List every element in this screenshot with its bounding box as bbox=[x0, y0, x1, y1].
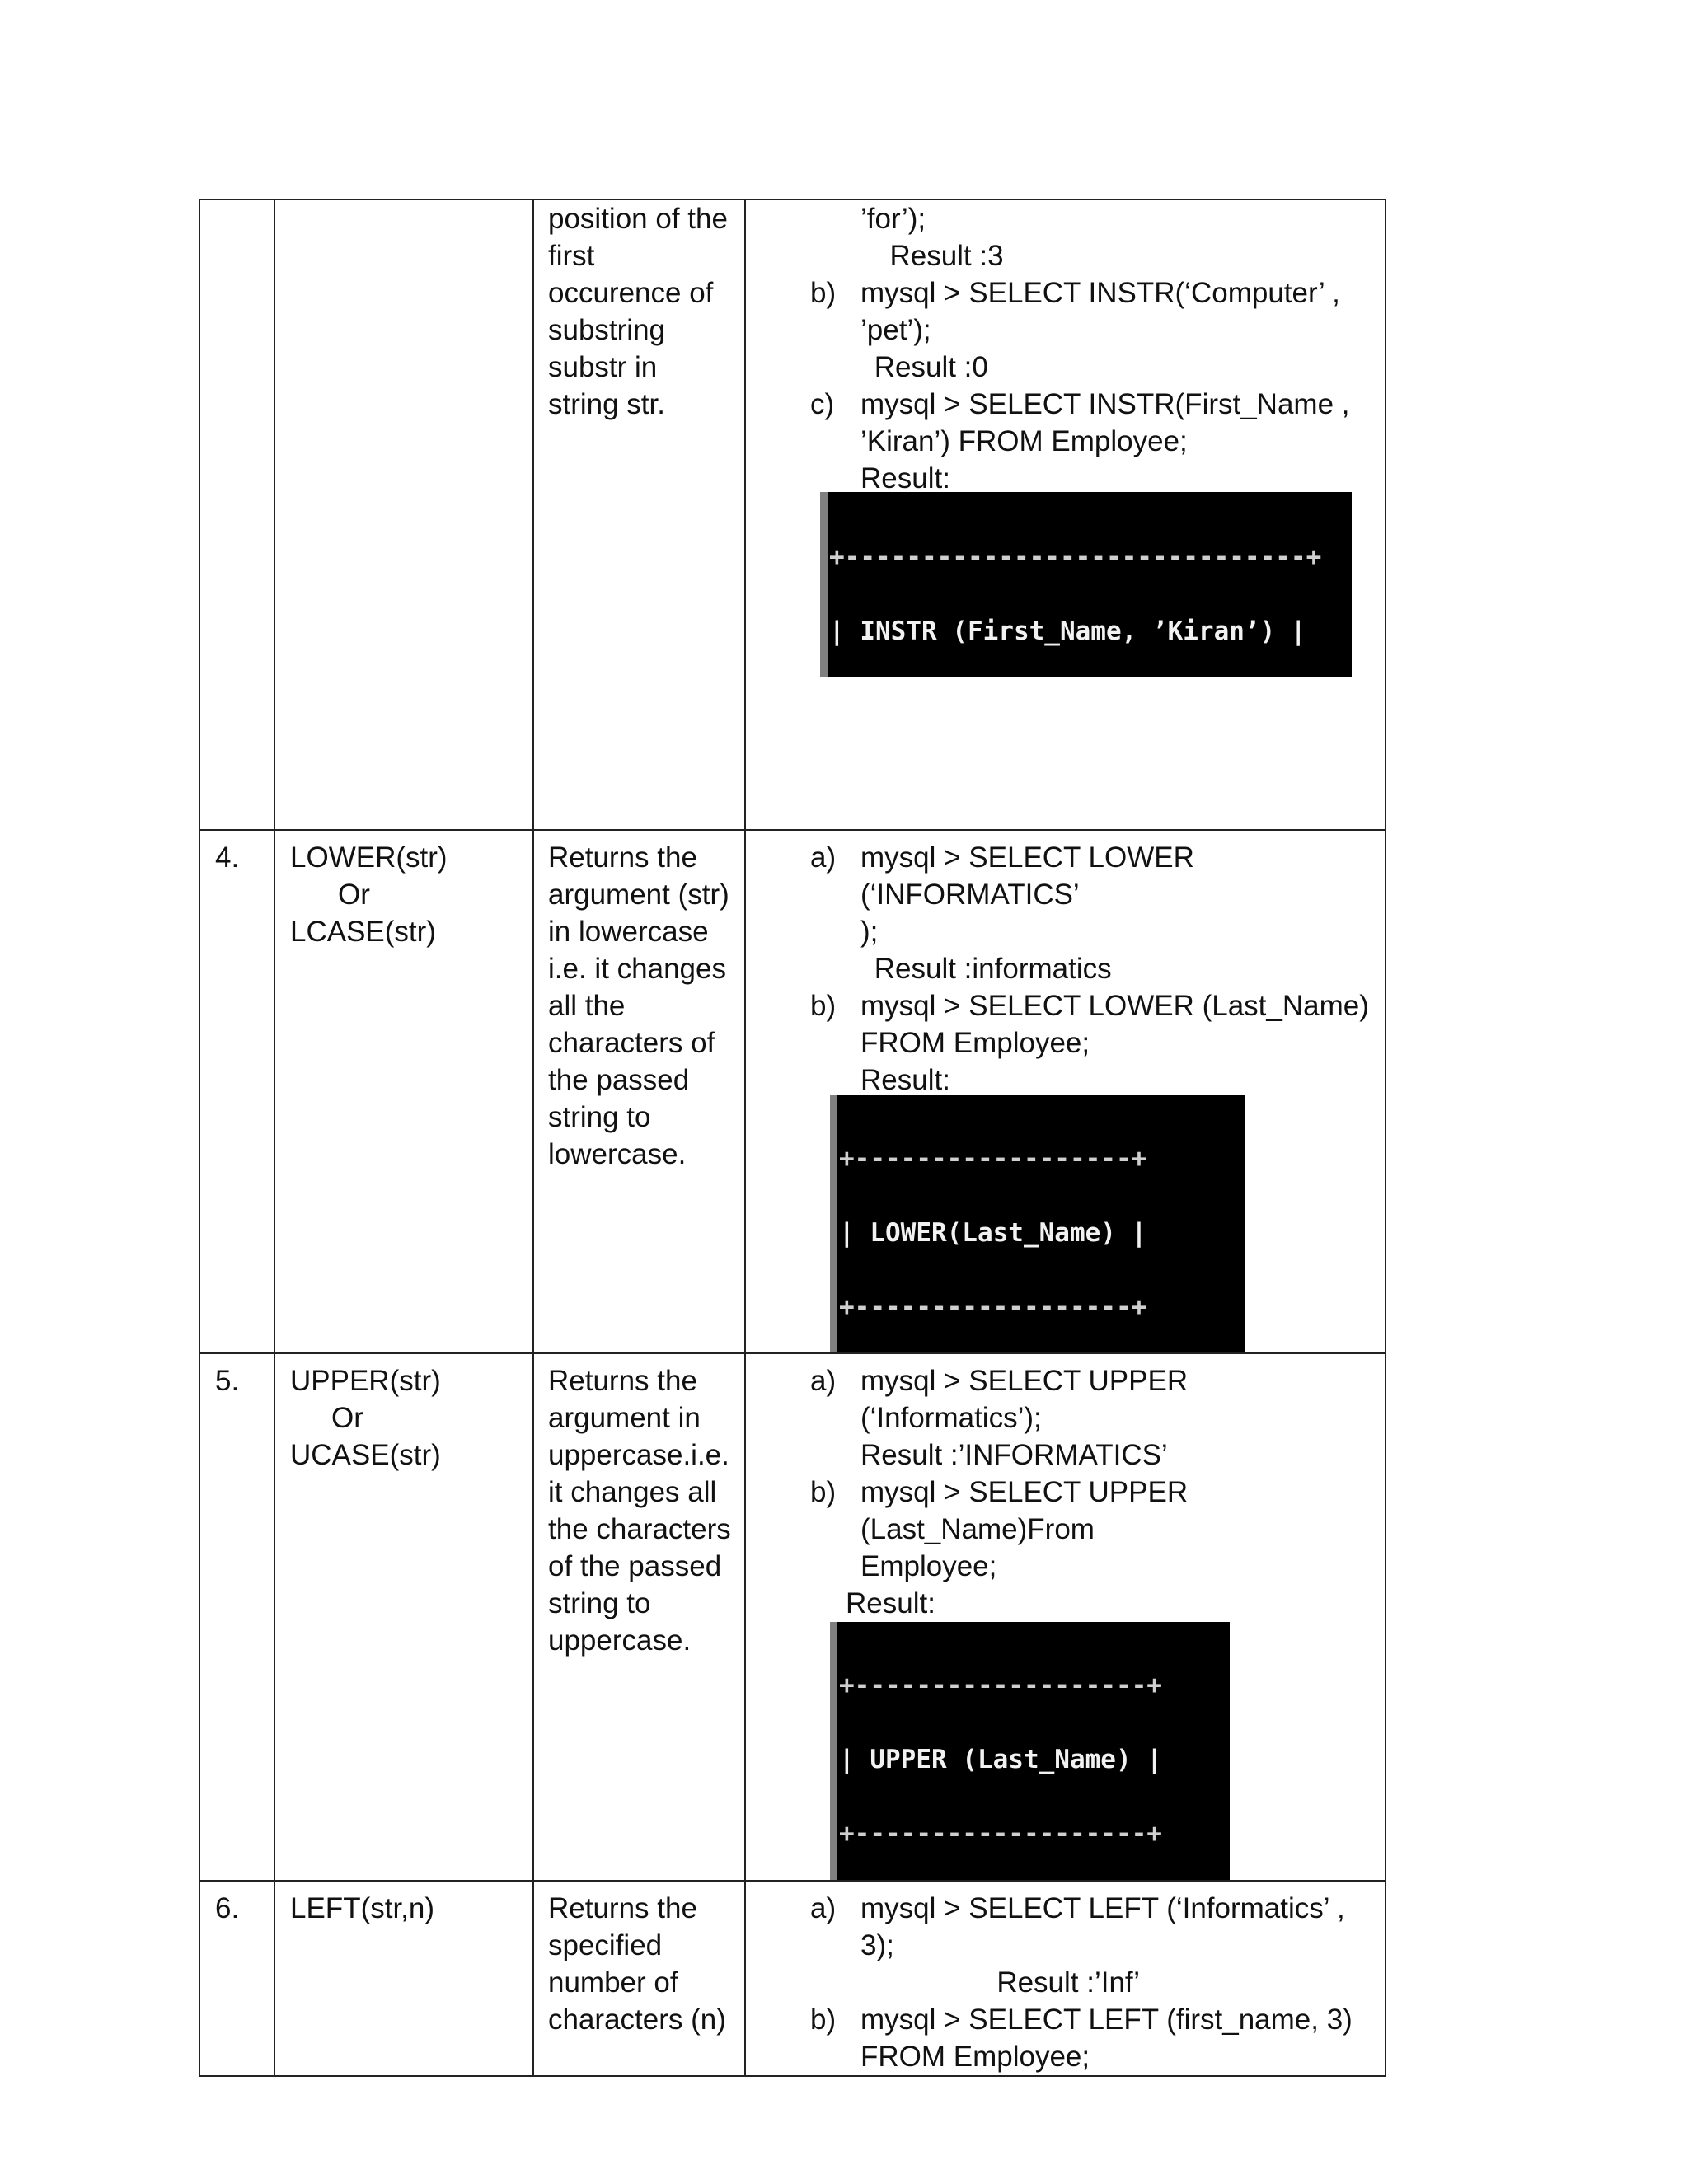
function-examples bbox=[745, 1353, 1386, 1881]
mysql-output-instr: +------------------------------+ | INSTR (First_Name, ’Kiran’) | bbox=[820, 492, 1352, 677]
function-description: Returns the argument (str) in lowercase i.e. it changes all the characters of the passed string to lowercase. bbox=[533, 830, 745, 1353]
mysql-output-upper: +-------------------+ | UPPER (Last_Name) | +-------------------+ bbox=[830, 1622, 1230, 1880]
example-line: FROM Employee; bbox=[860, 2041, 1090, 2073]
function-description: position of the first occurence of substring substr in string str. bbox=[533, 199, 745, 830]
function-description: Returns the argument in uppercase.i.e. it changes all the characters of the passed string to uppercase. bbox=[533, 1353, 745, 1881]
table-row bbox=[199, 1881, 1386, 2076]
example-a: a) mysql > SELECT LEFT (‘Informatics’ , 3); bbox=[810, 1892, 1353, 1961]
table-row bbox=[199, 1353, 1386, 1881]
row-number bbox=[199, 199, 274, 830]
function-name bbox=[274, 199, 533, 830]
example-line: ’for’); bbox=[860, 203, 926, 235]
example-line: Employee; bbox=[860, 1550, 997, 1582]
example-b: b) mysql > SELECT LOWER (Last_Name) bbox=[810, 990, 1369, 1022]
result-label: Result: bbox=[846, 1587, 935, 1619]
example-b: b) mysql > SELECT UPPER (Last_Name)From bbox=[810, 1476, 1196, 1545]
example-line: Result :0 bbox=[866, 351, 988, 383]
row-number: 6. bbox=[199, 1881, 274, 2076]
function-name: LEFT(str,n) bbox=[274, 1881, 533, 2076]
example-line: ); bbox=[860, 916, 879, 948]
example-c: c) mysql > SELECT INSTR(First_Name , bbox=[810, 388, 1350, 420]
example-line: Result: bbox=[860, 462, 950, 494]
example-b: b) mysql > SELECT INSTR(‘Computer’ , bbox=[810, 277, 1340, 309]
example-b: b) mysql > SELECT LEFT (first_name, 3) bbox=[810, 2004, 1353, 2036]
example-line: Result :3 bbox=[874, 240, 1004, 272]
function-examples bbox=[745, 1881, 1386, 2076]
example-a: a) mysql > SELECT UPPER (‘Informatics’); bbox=[810, 1365, 1196, 1434]
function-examples bbox=[745, 199, 1386, 830]
example-line: ’pet’); bbox=[860, 314, 931, 346]
function-name: UPPER(str) Or UCASE(str) bbox=[274, 1353, 533, 1881]
function-table bbox=[199, 199, 1386, 2077]
example-line: Result :’Inf’ bbox=[860, 1966, 1141, 1999]
example-line: Result :informatics bbox=[866, 953, 1112, 985]
table-row bbox=[199, 830, 1386, 1353]
example-line: ’Kiran’) FROM Employee; bbox=[860, 425, 1188, 457]
table-row bbox=[199, 199, 1386, 830]
row-number: 4. bbox=[199, 830, 274, 1353]
row-number: 5. bbox=[199, 1353, 274, 1881]
example-a: a) mysql > SELECT LOWER (‘INFORMATICS’ bbox=[810, 841, 1203, 911]
example-line: Result: bbox=[860, 1064, 950, 1096]
example-line: FROM Employee; bbox=[860, 1027, 1090, 1059]
function-examples bbox=[745, 830, 1386, 1353]
function-description: Returns the specified number of characters (n) bbox=[533, 1881, 745, 2076]
mysql-output-lower: +------------------+ | LOWER(Last_Name) | +------------------+ bbox=[830, 1095, 1245, 1352]
function-name: LOWER(str) Or LCASE(str) bbox=[274, 830, 533, 1353]
example-line: Result :’INFORMATICS’ bbox=[860, 1439, 1168, 1471]
